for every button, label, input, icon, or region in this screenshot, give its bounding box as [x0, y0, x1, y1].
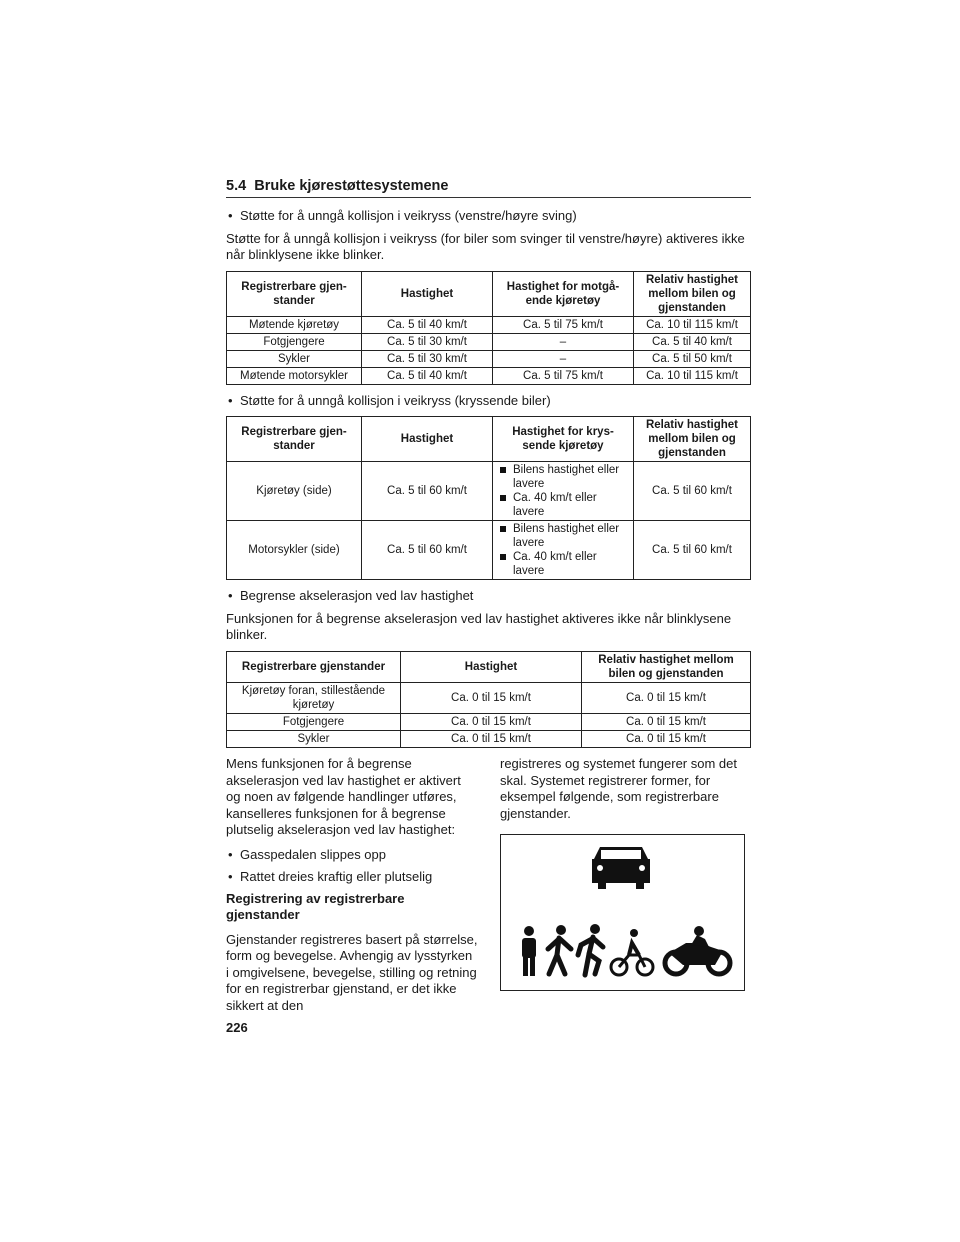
- table-header: Registrerbare gjen- stander: [227, 272, 362, 317]
- table-cell: Ca. 0 til 15 km/t: [401, 683, 582, 714]
- bullet-accelerator-released: • Gasspedalen slippes opp: [226, 847, 478, 863]
- table-row: [227, 521, 751, 580]
- table-row: [227, 731, 751, 748]
- table-row: [227, 683, 751, 714]
- table-cell: Møtende kjøretøy: [227, 317, 362, 334]
- table-cell: Ca. 5 til 40 km/t: [362, 317, 493, 334]
- table-cell: Ca. 5 til 60 km/t: [634, 521, 751, 580]
- condition-item: Ca. 40 km/t eller lavere: [497, 491, 629, 519]
- table-row: [227, 351, 751, 368]
- table-header: Relativ hastighet mellom bilen og gjenstanden: [634, 272, 751, 317]
- paragraph-object-detection: Gjenstander registreres basert på størrelse, form og bevegelse. Avhengig av lysstyrken i omgivelsene, bevegelse, stilling og retning for en registrerbar gjenstand, er det ikke sikkert at den: [226, 931, 478, 1013]
- table-cell: Ca. 0 til 15 km/t: [582, 714, 751, 731]
- table-cell: –: [493, 334, 634, 351]
- table-header: Relativ hastighet mellom bilen og gjenstanden: [582, 652, 751, 683]
- table-cell: Ca. 5 til 60 km/t: [362, 462, 493, 521]
- table-cell: Ca. 5 til 30 km/t: [362, 351, 493, 368]
- table-cell: Ca. 10 til 115 km/t: [634, 368, 751, 385]
- car-icon: [592, 847, 650, 889]
- paragraph-low-speed-acceleration: Funksjonen for å begrense akselerasjon ved lav hastighet aktiveres ikke når blinklysene blinker.: [226, 611, 732, 642]
- page-number: 226: [226, 1020, 248, 1035]
- section-number: 5.4: [226, 178, 247, 194]
- paragraph-intersection-turn: Støtte for å unngå kollisjon i veikryss (for biler som svinger til venstre/høyre) aktiveres ikke når blinklysene ikke blinker.: [226, 231, 745, 262]
- two-column-section: [226, 756, 751, 1022]
- right-column: [500, 756, 746, 1022]
- table-row: [227, 334, 751, 351]
- condition-item: Bilens hastighet eller lavere: [497, 463, 629, 491]
- table-cell: Sykler: [227, 351, 362, 368]
- paragraph-detected-shapes: registreres og systemet fungerer som det skal. Systemet registrerer former, for eksempel følgende, som registrerbare gjenstander.: [500, 756, 737, 821]
- table-cell: Kjøretøy foran, stillestående kjøretøy: [227, 683, 401, 714]
- table-cell: Ca. 0 til 15 km/t: [401, 714, 582, 731]
- table-cell: Ca. 5 til 60 km/t: [634, 462, 751, 521]
- pedestrian-walking-icon: [548, 925, 571, 974]
- table-cell: Ca. 5 til 40 km/t: [362, 368, 493, 385]
- table-low-speed-acceleration: [226, 651, 751, 748]
- table-header: Hastighet: [401, 652, 582, 683]
- table-header: Hastighet for krys- sende kjøretøy: [493, 417, 634, 462]
- detectable-objects-figure: [500, 834, 745, 991]
- section-name: Bruke kjørestøttesystemene: [254, 178, 449, 194]
- table-header: Hastighet: [362, 417, 493, 462]
- table-cell: Ca. 5 til 75 km/t: [493, 368, 634, 385]
- table-cell: Sykler: [227, 731, 401, 748]
- bullet-low-speed-acceleration: • Begrense akselerasjon ved lav hastighet: [226, 588, 751, 604]
- section-title: [226, 178, 751, 198]
- page-content: [226, 178, 751, 1022]
- table-cell: Fotgjengere: [227, 714, 401, 731]
- table-cell: Motorsykler (side): [227, 521, 362, 580]
- table-cell: Ca. 5 til 50 km/t: [634, 351, 751, 368]
- table-cell: Ca. 10 til 115 km/t: [634, 317, 751, 334]
- table-row: [227, 714, 751, 731]
- table-row: [227, 368, 751, 385]
- table-cell: Ca. 5 til 60 km/t: [362, 521, 493, 580]
- pedestrian-standing-icon: [522, 926, 536, 976]
- table-cell: [493, 521, 634, 580]
- table-cell: Møtende motorsykler: [227, 368, 362, 385]
- table-header: Relativ hastighet mellom bilen og gjenstanden: [634, 417, 751, 462]
- condition-item: Ca. 40 km/t eller lavere: [497, 550, 629, 578]
- table-cell: Ca. 5 til 75 km/t: [493, 317, 634, 334]
- table-cell: Ca. 0 til 15 km/t: [582, 731, 751, 748]
- table-cell: Ca. 0 til 15 km/t: [401, 731, 582, 748]
- table-cell: –: [493, 351, 634, 368]
- table-cell: Fotgjengere: [227, 334, 362, 351]
- paragraph-cancel-conditions: Mens funksjonen for å begrense akselerasjon ved lav hastighet er aktivert og noen av følgende handlinger utføres, kanselleres funksjonen for å begrense plutselig akselerasjon ved lav hastighet:: [226, 756, 461, 837]
- table-cell: [493, 462, 634, 521]
- bullet-intersection-crossing: • Støtte for å unngå kollisjon i veikryss (kryssende biler): [226, 393, 751, 409]
- table-intersection-crossing: [226, 416, 751, 580]
- table-cell: Kjøretøy (side): [227, 462, 362, 521]
- cyclist-icon: [611, 929, 653, 975]
- pedestrian-running-icon: [578, 924, 603, 975]
- bullet-intersection-turn: • Støtte for å unngå kollisjon i veikryss (venstre/høyre sving): [226, 208, 751, 224]
- table-cell: Ca. 0 til 15 km/t: [582, 683, 751, 714]
- table-row: [227, 317, 751, 334]
- table-intersection-turn: [226, 271, 751, 385]
- table-header: Hastighet: [362, 272, 493, 317]
- table-header: Registrerbare gjen- stander: [227, 417, 362, 462]
- table-cell: Ca. 5 til 40 km/t: [634, 334, 751, 351]
- bullet-steering-turned: • Rattet dreies kraftig eller plutselig: [226, 869, 478, 885]
- motorcyclist-icon: [665, 926, 730, 974]
- left-column: [226, 756, 478, 1022]
- table-header: Registrerbare gjenstander: [227, 652, 401, 683]
- table-row: [227, 462, 751, 521]
- table-cell: Ca. 5 til 30 km/t: [362, 334, 493, 351]
- table-header: Hastighet for motgå- ende kjøretøy: [493, 272, 634, 317]
- condition-item: Bilens hastighet eller lavere: [497, 522, 629, 550]
- subheading-object-detection: Registrering av registrerbare gjenstander: [226, 890, 405, 922]
